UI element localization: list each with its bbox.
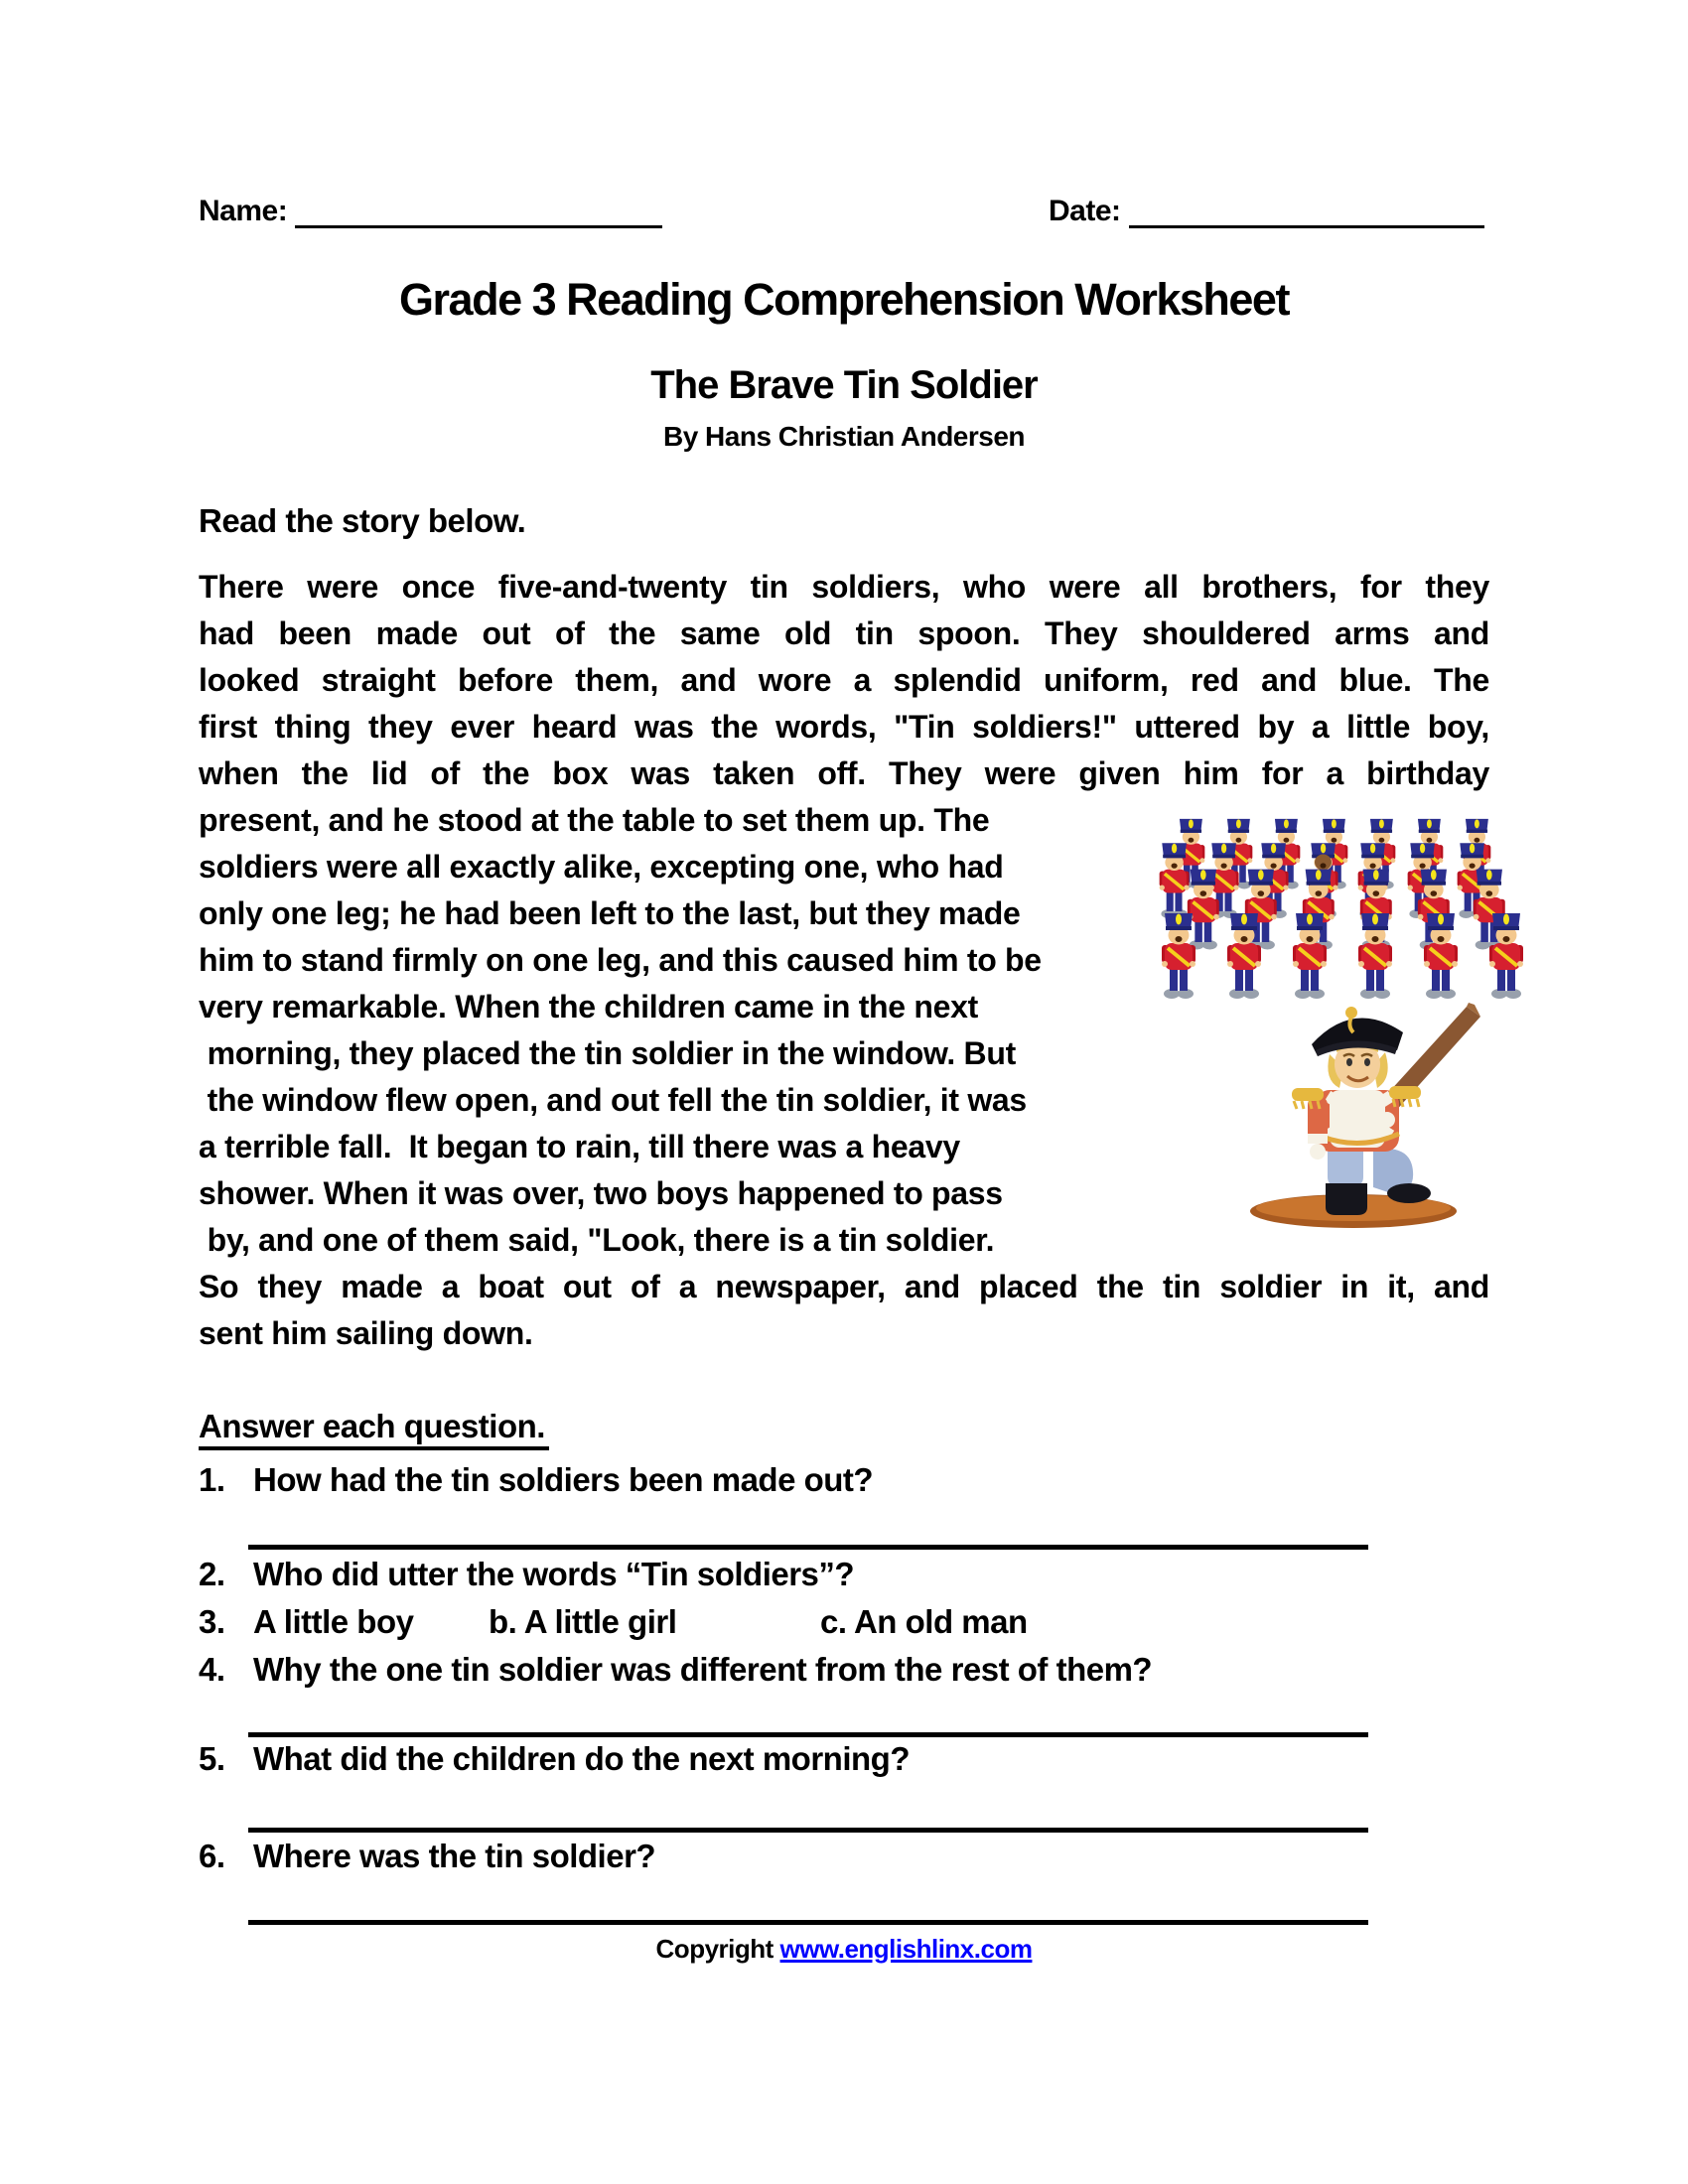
page-content: [199, 0, 1489, 2184]
englishlinx-link[interactable]: www.englishlinx.com: [779, 1934, 1033, 1964]
tin-soldier-illustration: [1155, 812, 1552, 1507]
story-line: when the lid of the box was taken off. They were given him for a birthday: [199, 755, 1489, 791]
date-blank-line: [1129, 196, 1484, 228]
story-line: him to stand firmly on one leg, and this caused him to be: [199, 942, 1042, 978]
story-line: very remarkable. When the children came in the next: [199, 989, 978, 1024]
story-line: only one leg; he had been left to the last, but they made: [199, 895, 1021, 931]
story-byline: By Hans Christian Andersen: [662, 421, 1026, 452]
question-text: What did the children do the next morning?: [253, 1740, 910, 1777]
story-line: looked straight before them, and wore a splendid uniform, red and blue. The: [199, 662, 1489, 698]
story-line: morning, they placed the tin soldier in the window. But: [199, 1035, 1016, 1071]
question-number: 4.: [199, 1651, 225, 1688]
date-field: [1049, 195, 1484, 228]
story-line: first thing they ever heard was the words, "Tin soldiers!" uttered by a little boy,: [199, 709, 1489, 745]
footer: [199, 1934, 1489, 1965]
story-line: sent him sailing down.: [199, 1315, 533, 1351]
question-number: 6.: [199, 1838, 225, 1874]
name-label: Name:: [199, 195, 288, 227]
single-soldier-image: [1224, 1003, 1487, 1233]
answer-blank-line: [248, 1828, 1368, 1833]
answer-blank-line: [248, 1545, 1368, 1550]
answer-blank-line: [248, 1732, 1368, 1737]
question-number: 3.: [199, 1603, 225, 1640]
story-line: the window flew open, and out fell the tin soldier, it was: [199, 1082, 1027, 1118]
header-row: [199, 195, 1489, 244]
answer-heading-text: Answer each question.: [199, 1408, 549, 1450]
question-text: How had the tin soldiers been made out?: [253, 1461, 874, 1498]
story-title: The Brave Tin Soldier: [650, 363, 1038, 407]
read-instruction: Read the story below.: [199, 502, 526, 539]
question-number: 2.: [199, 1556, 225, 1592]
answer-blank-line: [248, 1920, 1368, 1925]
question-number: 1.: [199, 1461, 225, 1498]
question-text: Who did utter the words “Tin soldiers”?: [253, 1556, 855, 1592]
story-line: So they made a boat out of a newspaper, and placed the tin soldier in it, and: [199, 1269, 1489, 1304]
soldier-group-image: [1155, 812, 1547, 1003]
story-text: [199, 564, 1489, 1357]
option-b: b. A little girl: [489, 1603, 677, 1640]
question-number: 5.: [199, 1740, 225, 1777]
copyright-label: Copyright: [655, 1934, 774, 1964]
story-line: had been made out of the same old tin spoon. They shouldered arms and: [199, 615, 1489, 651]
story-line: a terrible fall. It began to rain, till there was a heavy: [199, 1129, 960, 1164]
story-line: shower. When it was over, two boys happened to pass: [199, 1175, 1003, 1211]
answer-heading: [199, 1408, 549, 1445]
name-field: [199, 195, 662, 228]
story-line: present, and he stood at the table to set them up. The: [199, 802, 990, 838]
option-c: c. An old man: [820, 1603, 1028, 1640]
page-title: Grade 3 Reading Comprehension Worksheet: [399, 274, 1289, 325]
question-text: Where was the tin soldier?: [253, 1838, 656, 1874]
option-a: A little boy: [253, 1603, 414, 1640]
name-blank-line: [295, 196, 662, 228]
question-text: Why the one tin soldier was different from the rest of them?: [253, 1651, 1153, 1688]
date-label: Date:: [1049, 195, 1121, 227]
story-line: by, and one of them said, "Look, there is a tin soldier.: [199, 1222, 995, 1258]
story-line: There were once five-and-twenty tin soldiers, who were all brothers, for they: [199, 569, 1489, 605]
story-line: soldiers were all exactly alike, excepting one, who had: [199, 849, 1004, 885]
